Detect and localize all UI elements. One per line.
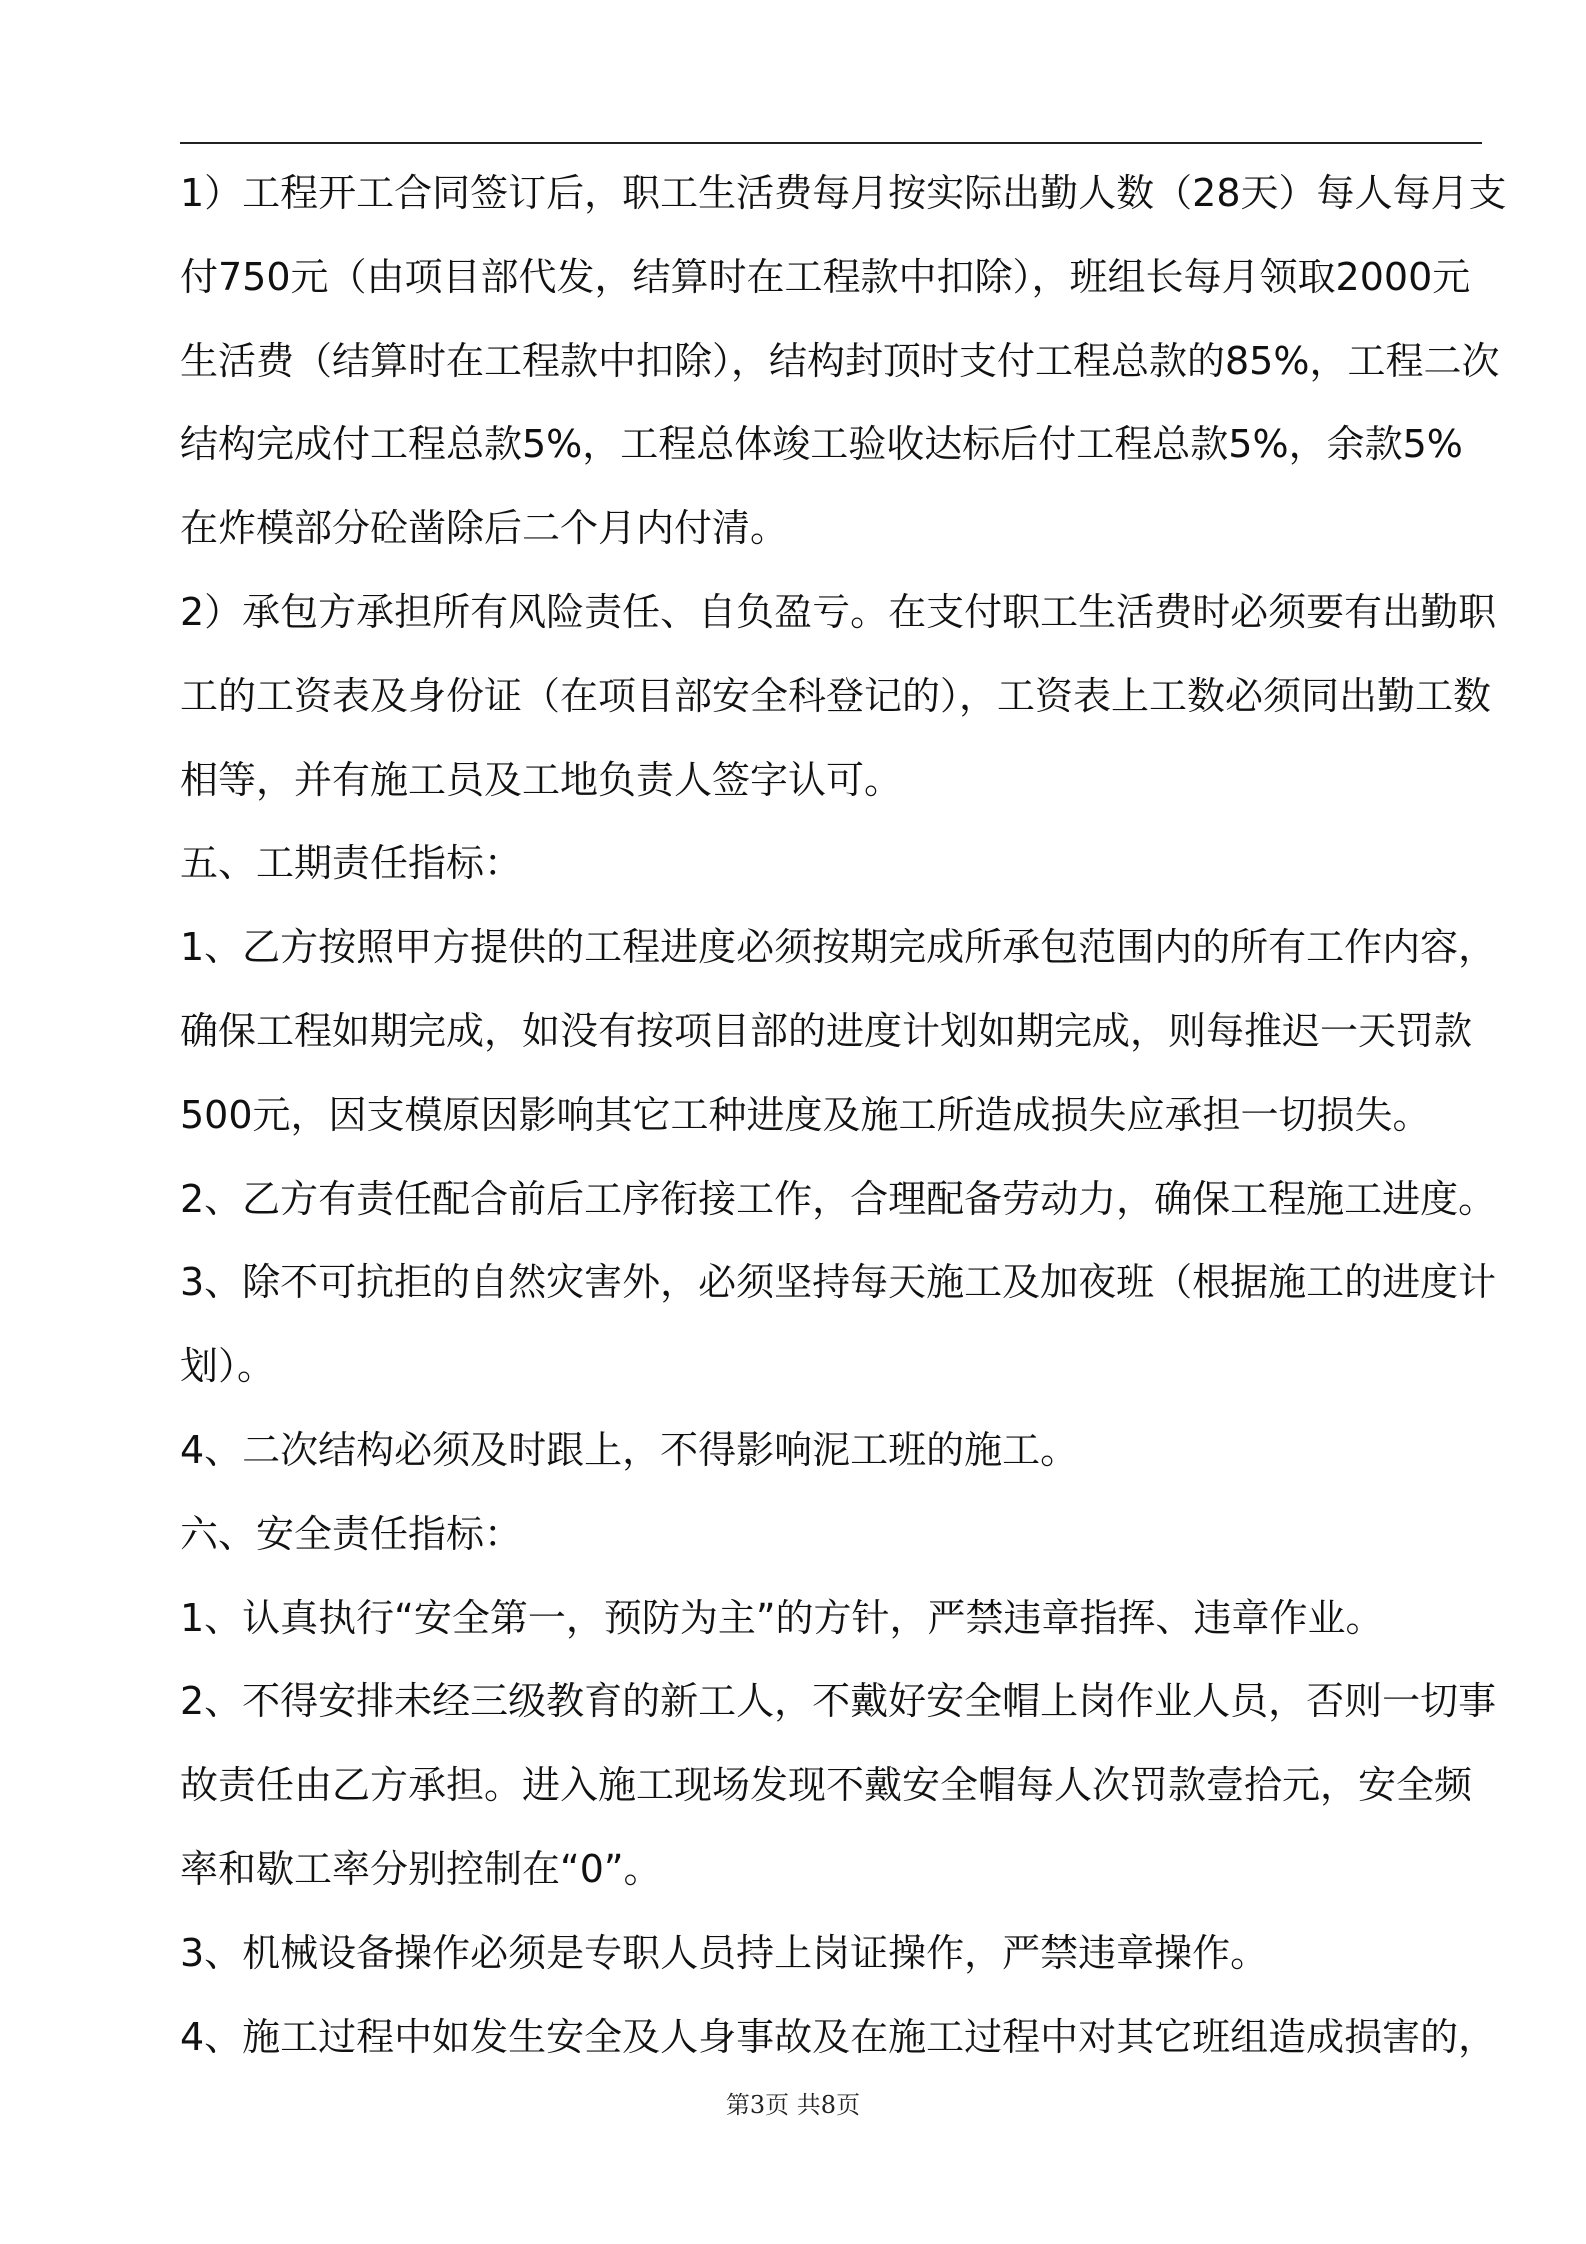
text-line: 3、除不可抗拒的自然灾害外，必须坚持每天施工及加夜班（根据施工的进度计 [180,1260,1497,1305]
text-line: 在炸模部分砼凿除后二个月内付清。 [180,506,789,551]
section-heading: 五、工期责任指标： [180,841,523,886]
section-heading: 六、安全责任指标： [180,1511,523,1556]
text-line: 生活费（结算时在工程款中扣除），结构封顶时支付工程总款的85%，工程二次 [180,338,1500,383]
text-line: 2、不得安排未经三级教育的新工人，不戴好安全帽上岗作业人员，否则一切事 [180,1679,1497,1724]
text-line: 划）。 [180,1344,276,1389]
document-body [180,152,1507,2079]
text-line: 4、施工过程中如发生安全及人身事故及在施工过程中对其它班组造成损害的， [180,2014,1497,2059]
text-line: 结构完成付工程总款5%，工程总体竣工验收达标后付工程总款5%，余款5% [180,422,1463,467]
text-line: 2、乙方有责任配合前后工序衔接工作，合理配备劳动力，确保工程施工进度。 [180,1176,1497,1221]
text-line: 故责任由乙方承担。进入施工现场发现不戴安全帽每人次罚款壹拾元，安全频 [180,1763,1473,1808]
text-line: 工的工资表及身份证（在项目部安全科登记的），工资表上工数必须同出勤工数 [180,673,1492,718]
text-line: 确保工程如期完成，如没有按项目部的进度计划如期完成，则每推迟一天罚款 [180,1008,1473,1053]
text-line: 2）承包方承担所有风险责任、自负盈亏。在支付职工生活费时必须要有出勤职 [180,589,1497,634]
text-line: 500元，因支模原因影响其它工种进度及施工所造成损失应承担一切损失。 [180,1092,1431,1137]
text-line: 相等，并有施工员及工地负责人签字认可。 [180,757,903,802]
text-line: 1、乙方按照甲方提供的工程进度必须按期完成所承包范围内的所有工作内容， [180,925,1497,970]
header-rule [180,142,1482,144]
text-line: 3、机械设备操作必须是专职人员持上岗证操作，严禁违章操作。 [180,1930,1269,1975]
text-line: 1）工程开工合同签订后，职工生活费每月按实际出勤人数（28天）每人每月支 [180,171,1507,215]
text-line: 1、认真执行“安全第一，预防为主”的方针，严禁违章指挥、违章作业。 [180,1595,1384,1640]
text-line: 率和歇工率分别控制在“0”。 [180,1846,662,1891]
page-number: 第3页 共8页 [725,2091,861,2119]
text-line: 付750元（由项目部代发，结算时在工程款中扣除），班组长每月领取2000元 [180,254,1471,299]
text-line: 4、二次结构必须及时跟上，不得影响泥工班的施工。 [180,1427,1079,1472]
